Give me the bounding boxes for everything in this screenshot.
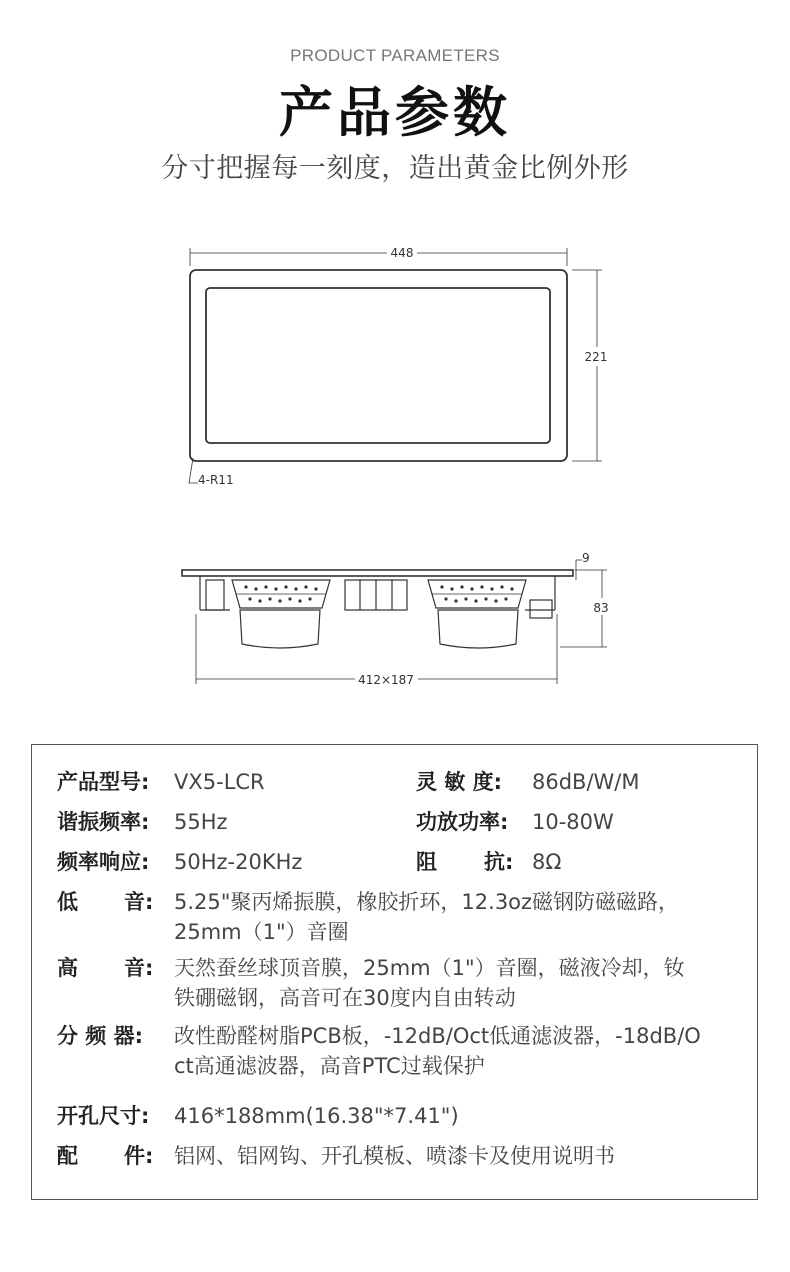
tweeter-label-b: 音: (124, 956, 154, 980)
accessories-value: 铝网、铝网钩、开孔模板、喷漆卡及使用说明书 (174, 1144, 615, 1168)
side-view-drawing (182, 560, 607, 684)
tweeter-value-line1: 天然蚕丝球顶音膜，25mm（1"）音圈，磁液冷却，钕 (174, 956, 685, 980)
front-inner-panel (206, 288, 550, 443)
impedance-value: 8Ω (532, 850, 562, 874)
page-title: 产品参数 (279, 81, 511, 144)
woofer-label-a: 低 (57, 890, 78, 914)
side-flange (182, 570, 573, 576)
response-value: 50Hz-20KHz (174, 850, 303, 874)
woofer-label-b: 音: (124, 890, 154, 914)
impedance-label-a: 阻 (416, 850, 437, 874)
accessories-label-b: 件: (124, 1144, 154, 1168)
response-label: 频率响应: (57, 850, 150, 874)
page-subtitle: 分寸把握每一刻度，造出黄金比例外形 (161, 153, 629, 184)
power-value: 10-80W (532, 810, 614, 834)
resonance-label: 谐振频率: (57, 810, 150, 834)
impedance-label-b: 抗: (484, 850, 514, 874)
width-dimension-label: 448 (390, 246, 414, 260)
tweeter-value-line2: 铁硼磁钢，高音可在30度内自由转动 (174, 986, 516, 1010)
cutout-dimension-label: 412×187 (358, 673, 414, 687)
model-label: 产品型号: (57, 770, 150, 794)
flange-dimension-label: 9 (582, 551, 590, 565)
accessories-label-a: 配 (57, 1144, 78, 1168)
tweeter-label-a: 高 (57, 956, 78, 980)
cutout-label: 开孔尺寸: (57, 1104, 150, 1128)
spec-row (32, 887, 757, 949)
front-outer-frame (190, 270, 567, 461)
model-value: VX5-LCR (174, 770, 265, 794)
section-english-title: PRODUCT PARAMETERS (290, 46, 500, 65)
sensitivity-value: 86dB/W/M (532, 770, 640, 794)
spec-row (32, 953, 757, 1015)
woofer-value-line2: 25mm（1"）音圈 (174, 920, 349, 944)
front-view-drawing (189, 248, 602, 483)
power-label: 功放功率: (416, 810, 509, 834)
spec-row (32, 1021, 757, 1083)
crossover-value-line2: ct高通滤波器，高音PTC过载保护 (174, 1054, 485, 1078)
woofer-value-line1: 5.25"聚丙烯振膜，橡胶折环，12.3oz磁钢防磁磁路， (174, 890, 680, 914)
crossover-value-line1: 改性酚醛树脂PCB板，-12dB/Oct低通滤波器，-18dB/O (174, 1024, 701, 1048)
sensitivity-label: 灵 敏 度: (416, 770, 503, 794)
spec-table (31, 744, 758, 1200)
resonance-value: 55Hz (174, 810, 228, 834)
crossover-label: 分 频 器: (57, 1024, 144, 1048)
cutout-value: 416*188mm(16.38"*7.41") (174, 1104, 459, 1128)
height-dimension-label: 221 (584, 350, 608, 364)
depth-dimension-label: 83 (593, 601, 609, 615)
corner-radius-label: 4-R11 (198, 473, 234, 487)
